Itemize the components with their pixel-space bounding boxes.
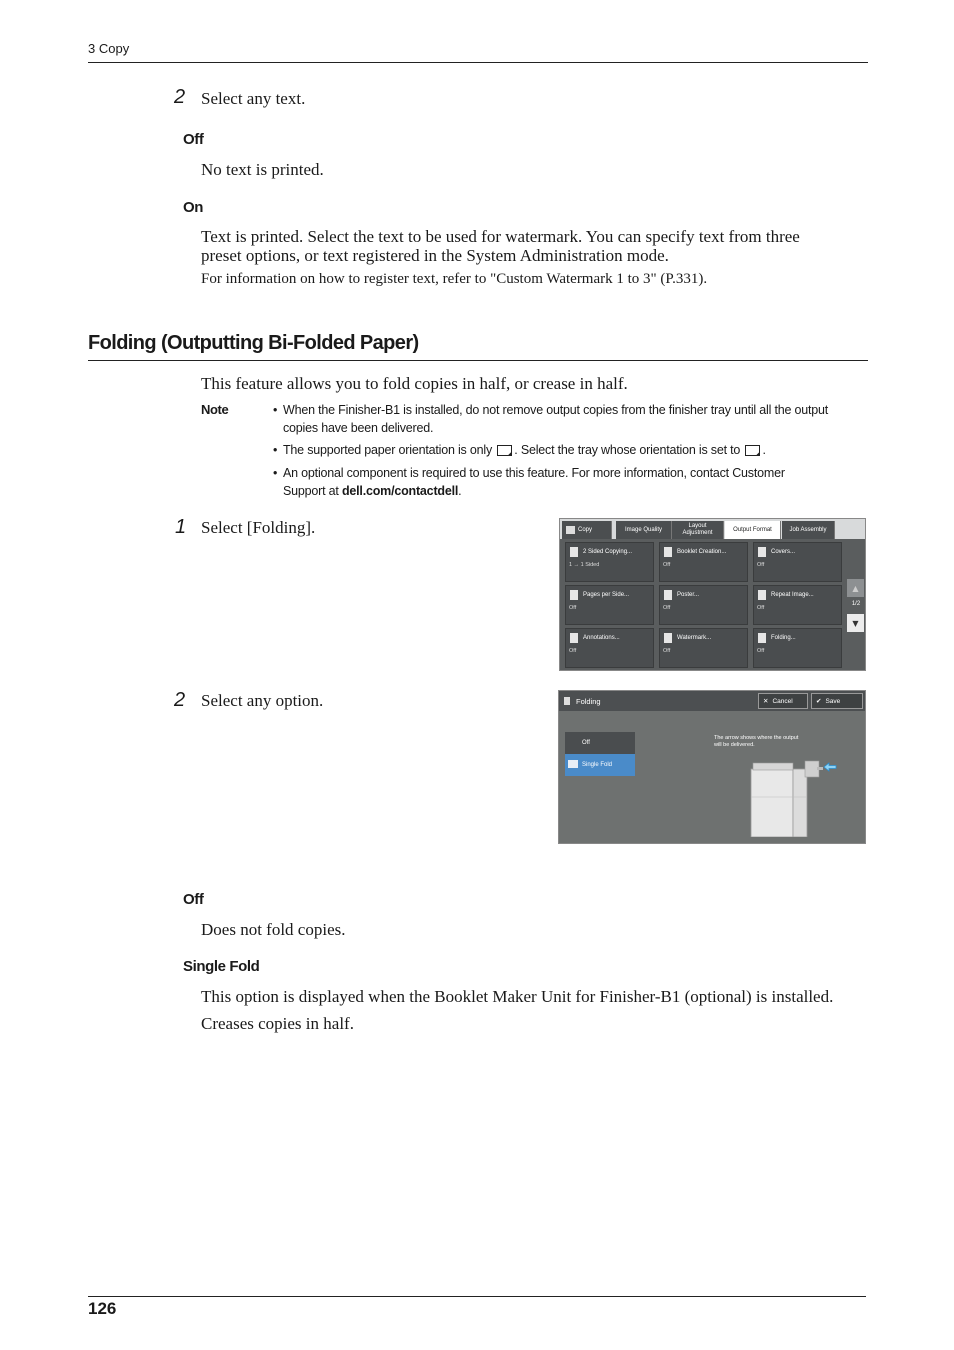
- paper-orientation-icon: [497, 445, 512, 456]
- cancel-button[interactable]: [758, 693, 808, 709]
- note-2-part-c: .: [762, 443, 766, 457]
- note-bullet-2: •: [273, 443, 278, 457]
- dialog-title: Folding: [576, 697, 601, 706]
- scroll-up-button[interactable]: ▲: [847, 579, 864, 597]
- save-label: Save: [825, 697, 841, 705]
- step-1-text: Select [Folding].: [201, 518, 316, 537]
- folding-icon: [564, 697, 570, 705]
- hint-line-1: The arrow shows where the output: [714, 735, 799, 741]
- reference-text: For information on how to register text, refer to "Custom Watermark 1 to 3" (P.331).: [201, 271, 708, 287]
- step-text: Select any text.: [201, 89, 306, 108]
- hint-line-2: will be delivered.: [714, 742, 755, 748]
- footer-rule: [88, 1296, 866, 1297]
- tile-value: Off: [569, 648, 577, 654]
- folding-dialog-screen: [558, 690, 866, 844]
- tile-label: Repeat Image...: [771, 592, 814, 598]
- page-indicator: 1/2: [851, 601, 861, 607]
- tile-label: 2 Sided Copying...: [583, 549, 633, 555]
- running-header: 3 Copy: [88, 41, 130, 56]
- tile-pages-per-side[interactable]: [565, 585, 654, 625]
- copy-icon: [566, 526, 575, 534]
- intro-text: This feature allows you to fold copies in half, or crease in half.: [201, 374, 628, 393]
- header-rule: [88, 62, 868, 63]
- option-single-fold[interactable]: [565, 754, 635, 776]
- term-single-fold: Single Fold: [183, 958, 260, 975]
- note-3-line-1: An optional component is required to use this feature. For more information, contact Customer: [283, 466, 785, 480]
- output-format-screen: [559, 518, 866, 671]
- save-button[interactable]: [811, 693, 863, 709]
- tab-copy[interactable]: [562, 521, 612, 539]
- tile-label: Poster...: [677, 592, 700, 598]
- note-label: Note: [201, 402, 229, 417]
- tile-label: Covers...: [771, 549, 796, 555]
- tile-value: Off: [757, 605, 765, 611]
- tile-booklet-creation[interactable]: [659, 542, 748, 582]
- step-2-text: Select any option.: [201, 691, 324, 710]
- term-off: Off: [183, 131, 204, 148]
- tile-annotations[interactable]: [565, 628, 654, 668]
- single-fold-icon: [568, 760, 578, 768]
- note-2-part-b: . Select the tray whose orientation is set to: [514, 443, 741, 457]
- tab-bar: [560, 519, 865, 539]
- note-2-part-a: The supported paper orientation is only: [283, 443, 493, 457]
- booklet-icon: [664, 547, 672, 557]
- term-off-desc: No text is printed.: [201, 160, 324, 179]
- tile-value: Off: [757, 562, 765, 568]
- poster-icon: [664, 590, 672, 600]
- term-single-fold-desc-2: Creases copies in half.: [201, 1014, 354, 1033]
- term-on-desc-2: preset options, or text registered in the System Administration mode.: [201, 246, 669, 265]
- cancel-label: Cancel: [772, 697, 793, 705]
- tab-image-quality[interactable]: Image Quality: [616, 521, 672, 539]
- covers-icon: [758, 547, 766, 557]
- pages-per-side-icon: [570, 590, 578, 600]
- term-off-2: Off: [183, 891, 204, 908]
- tile-label: Watermark...: [677, 635, 712, 641]
- tile-watermark[interactable]: [659, 628, 748, 668]
- close-icon: ✕: [763, 697, 769, 705]
- option-single-fold-label: Single Fold: [582, 762, 613, 768]
- tile-poster[interactable]: [659, 585, 748, 625]
- tile-folding[interactable]: [753, 628, 842, 668]
- note-bullet-1: •: [273, 403, 278, 417]
- contact-link[interactable]: dell.com/contactdell: [341, 484, 459, 498]
- note-3-line-2: [283, 482, 461, 500]
- tile-covers[interactable]: [753, 542, 842, 582]
- tile-label: Pages per Side...: [583, 592, 630, 598]
- heading-rule: [88, 360, 868, 361]
- tile-value: Off: [663, 648, 671, 654]
- repeat-image-icon: [758, 590, 766, 600]
- section-heading: Folding (Outputting Bi-Folded Paper): [88, 332, 419, 354]
- step-2-number: 2: [174, 689, 186, 711]
- tile-repeat-image[interactable]: [753, 585, 842, 625]
- tile-2-sided-copying[interactable]: [565, 542, 654, 582]
- folding-icon: [758, 633, 766, 643]
- page-number: 126: [88, 1299, 117, 1318]
- note-2: [283, 441, 766, 459]
- term-off-2-desc: Does not fold copies.: [201, 920, 346, 939]
- note-3-period: .: [458, 484, 462, 498]
- tile-value: Off: [663, 562, 671, 568]
- note-1-line-2: copies have been delivered.: [283, 421, 434, 435]
- tile-value: Off: [757, 648, 765, 654]
- tab-job-assembly[interactable]: Job Assembly: [782, 521, 835, 539]
- paper-orientation-icon: [745, 445, 760, 456]
- tile-value: Off: [569, 605, 577, 611]
- note-3-support-at: Support at: [283, 484, 339, 498]
- term-on: On: [183, 199, 204, 216]
- tile-label: Annotations...: [583, 635, 620, 641]
- note-bullet-3: •: [273, 466, 278, 480]
- note-1-line-1: When the Finisher-B1 is installed, do not remove output copies from the finisher tray until all the output: [283, 403, 829, 417]
- tab-copy-label: Copy: [578, 526, 593, 533]
- tile-value: Off: [663, 605, 671, 611]
- tile-value: 1 → 1 Sided: [569, 562, 600, 568]
- output-arrow-icon: [823, 762, 837, 772]
- annotations-icon: [570, 633, 578, 643]
- tab-layout-adjustment[interactable]: Layout Adjustment: [672, 521, 724, 539]
- term-on-desc-1: Text is printed. Select the text to be used for watermark. You can specify text from three: [201, 227, 800, 246]
- option-off-label: Off: [582, 740, 590, 746]
- step-number: 2: [174, 86, 186, 108]
- watermark-icon: [664, 633, 672, 643]
- option-off[interactable]: [565, 732, 635, 754]
- tab-output-format[interactable]: Output Format: [725, 521, 781, 539]
- tile-label: Booklet Creation...: [677, 549, 727, 555]
- tile-label: Folding...: [771, 635, 796, 641]
- dialog-header: [559, 691, 865, 711]
- term-single-fold-desc-1: This option is displayed when the Booklet Maker Unit for Finisher-B1 (optional) is installed.: [201, 987, 834, 1006]
- two-sided-icon: [570, 547, 578, 557]
- scroll-down-button[interactable]: ▼: [847, 614, 864, 632]
- checkmark-icon: ✔: [816, 697, 822, 705]
- step-1-number: 1: [175, 516, 187, 538]
